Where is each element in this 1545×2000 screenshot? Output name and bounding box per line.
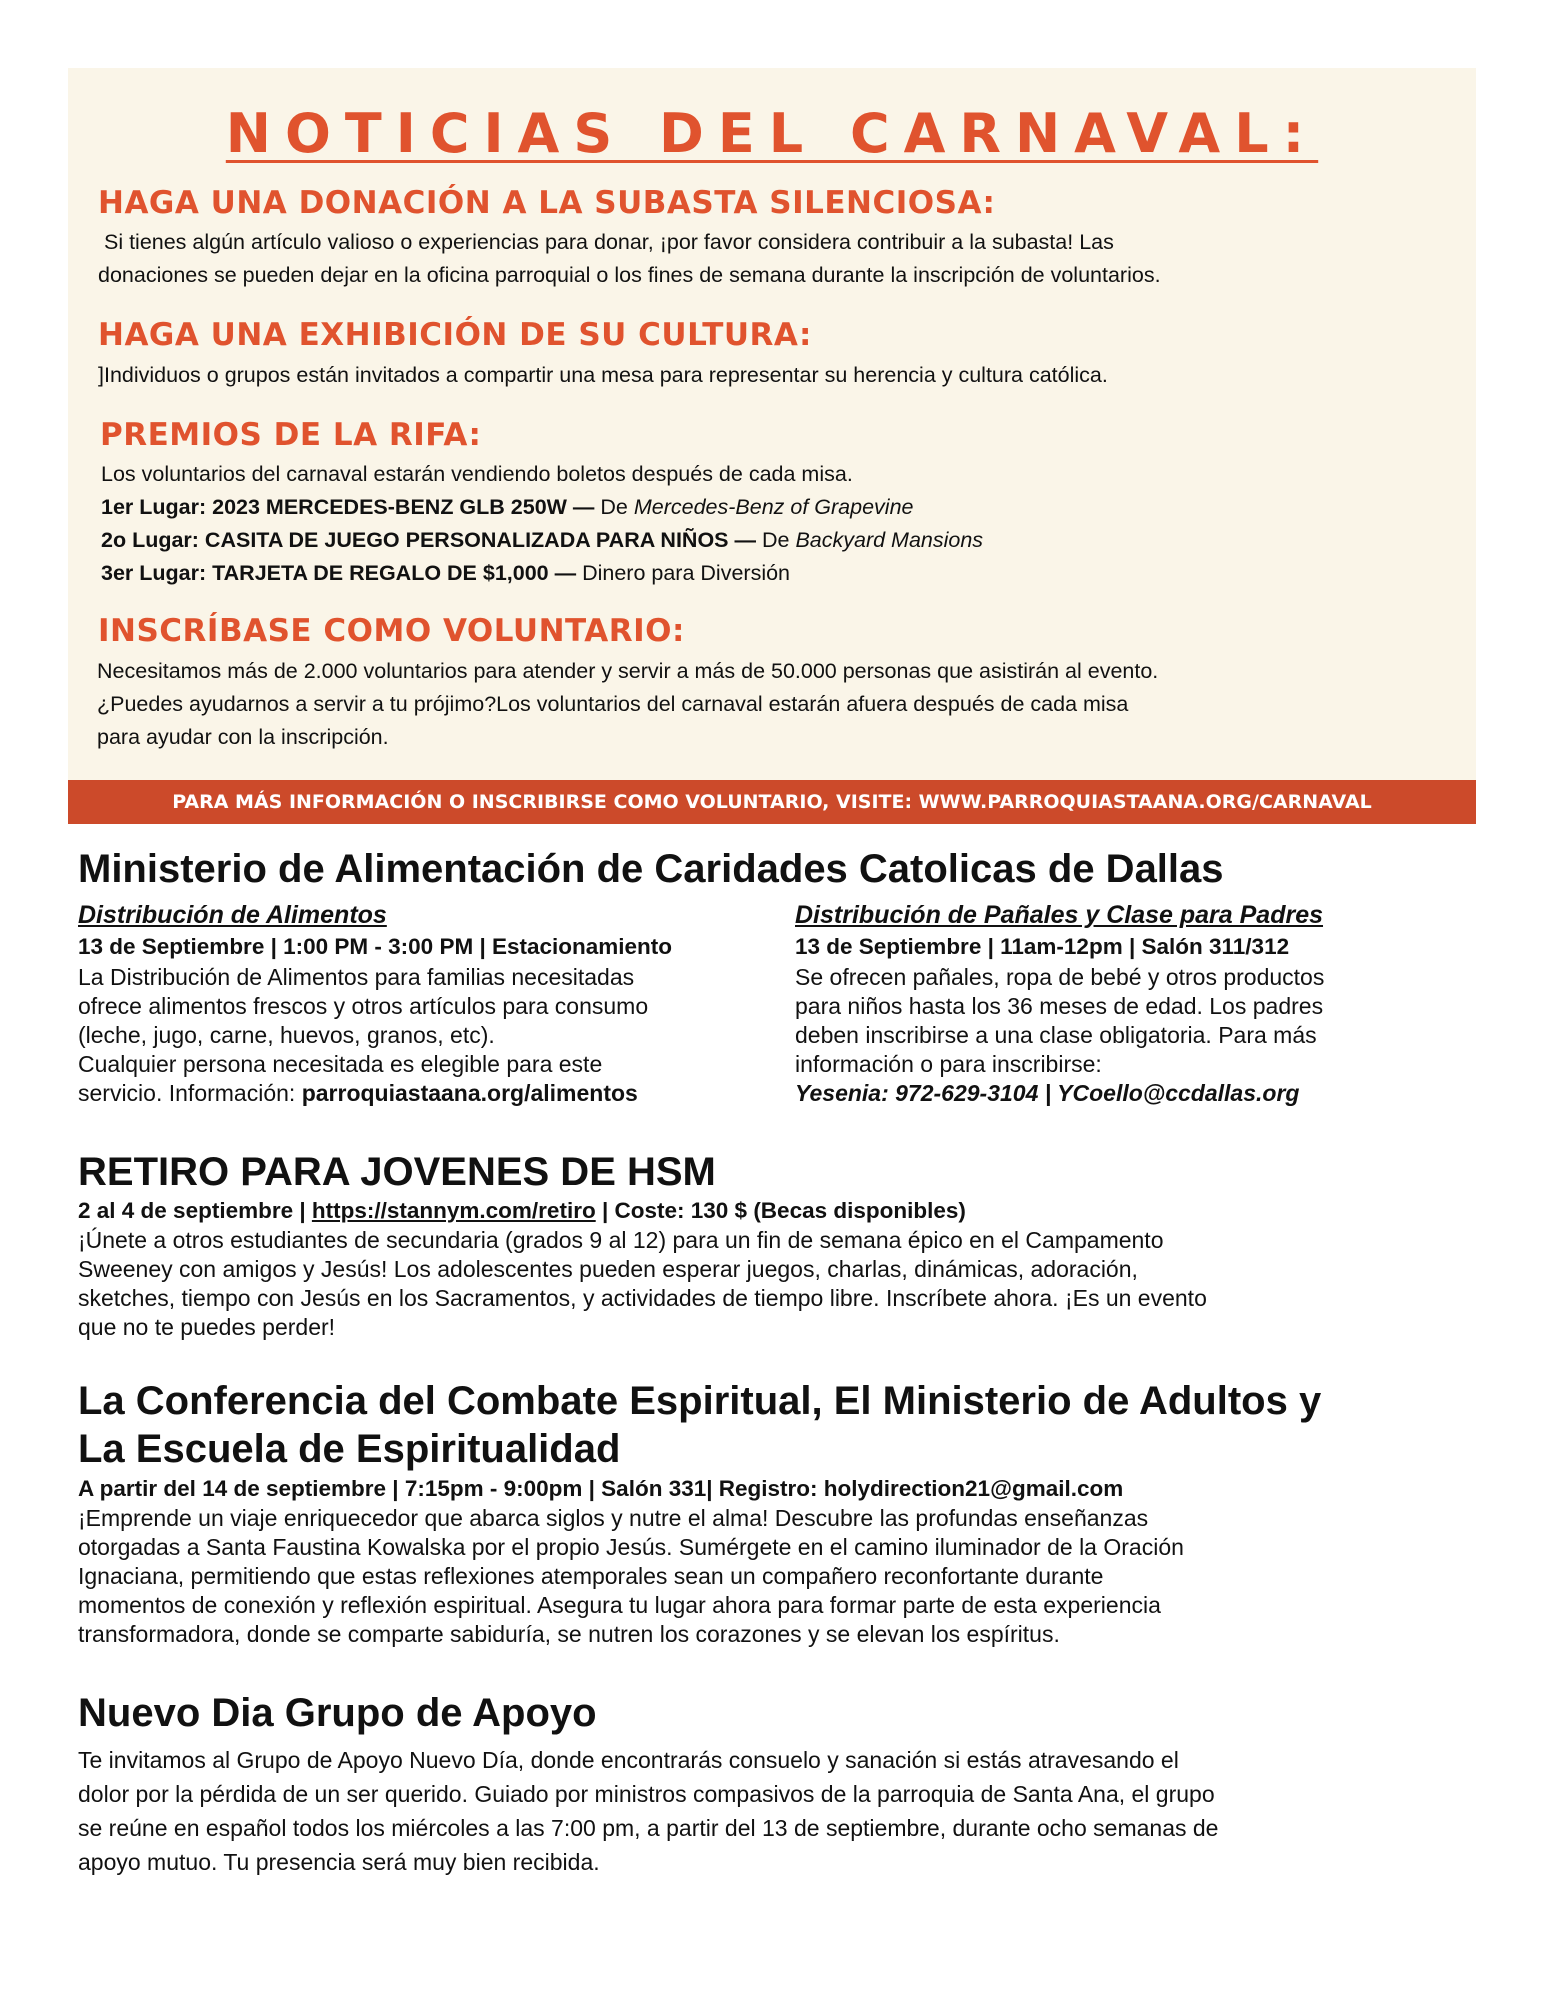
culture-heading: HAGA UNA EXHIBICIÓN DE SU CULTURA:: [98, 317, 812, 353]
conference-line: momentos de conexión y reflexión espiritual. Asegura tu lugar ahora para formar parte de esta experiencia: [78, 1592, 1161, 1618]
retreat-link[interactable]: https://stannym.com/retiro: [311, 1198, 596, 1223]
volunteer-line: Necesitamos más de 2.000 voluntarios para atender y servir a más de 50.000 personas que asistirán al evento.: [97, 659, 1159, 683]
retreat-cost: | Coste: 130 $ (Becas disponibles): [595, 1198, 966, 1223]
food-line: ofrece alimentos frescos y otros artículos para consumo: [78, 993, 649, 1019]
diaper-distribution-meta: 13 de Septiembre | 11am-12pm | Salón 311/312: [795, 934, 1290, 959]
diaper-contact[interactable]: Yesenia: 972-629-3104 | YCoello@ccdallas.org: [795, 1080, 1300, 1106]
carnival-panel: [68, 68, 1476, 823]
diaper-line: Se ofrecen pañales, ropa de bebé y otros productos: [795, 964, 1325, 990]
raffle-prize-1: [101, 491, 983, 524]
prize-source: Mercedes-Benz of Grapevine: [633, 495, 914, 519]
retreat-title: RETIRO PARA JOVENES DE HSM: [78, 1150, 716, 1194]
volunteer-heading: INSCRÍBASE COMO VOLUNTARIO:: [98, 613, 685, 649]
prize-from: De: [594, 495, 634, 519]
prize-source: Backyard Mansions: [795, 528, 984, 552]
raffle-intro: Los voluntarios del carnaval estarán vendiendo boletos después de cada misa.: [101, 462, 853, 486]
food-info-link[interactable]: parroquiastaana.org/alimentos: [301, 1080, 638, 1106]
prize-label: 3er Lugar: TARJETA DE REGALO DE $1,000 —: [101, 561, 577, 585]
conference-title-line-1: La Conferencia del Combate Espiritual, El Ministerio de Adultos y: [78, 1379, 1322, 1423]
retreat-line: Sweeney con amigos y Jesús! Los adolescentes pueden esperar juegos, charlas, dinámicas, adoración,: [78, 1256, 1138, 1282]
prize-label: 1er Lugar: 2023 MERCEDES-BENZ GLB 250W —: [101, 495, 595, 519]
support-line: dolor por la pérdida de un ser querido. Guiado por ministros compasivos de la parroquia de Santa Ana, el grupo: [78, 1781, 1215, 1807]
food-distribution-text: [78, 963, 648, 1108]
conference-text: [78, 1504, 1184, 1649]
culture-line: ]Individuos o grupos están invitados a compartir una mesa para representar su herencia y cultura católica.: [98, 363, 1108, 387]
conference-title-line-2: La Escuela de Espiritualidad: [78, 1427, 621, 1471]
food-line: La Distribución de Alimentos para familias necesitadas: [78, 964, 635, 990]
retreat-date: 2 al 4 de septiembre |: [78, 1198, 312, 1223]
raffle-prize-3: [101, 557, 983, 590]
support-group-title: Nuevo Dia Grupo de Apoyo: [78, 1691, 597, 1735]
diaper-line: para niños hasta los 36 meses de edad. Los padres: [795, 993, 1324, 1019]
conference-line: Ignaciana, permitiendo que estas reflexiones atemporales sean un compañero reconfortante durante: [78, 1563, 1104, 1589]
prize-from: Dinero para Diversión: [576, 561, 791, 585]
raffle-heading: PREMIOS DE LA RIFA:: [100, 417, 482, 453]
donation-text: [98, 226, 1161, 292]
volunteer-text: [97, 655, 1158, 754]
volunteer-line: para ayudar con la inscripción.: [97, 725, 389, 749]
diaper-distribution-subtitle: Distribución de Pañales y Clase para Padres: [795, 901, 1324, 929]
diaper-line: deben inscribirse a una clase obligatoria. Para más: [795, 1022, 1317, 1048]
prize-from: De: [756, 528, 796, 552]
conference-line: transformadora, donde se comparte sabiduría, se nutren los corazones y se elevan los espíritus.: [78, 1621, 1060, 1647]
volunteer-line: ¿Puedes ayudarnos a servir a tu prójimo?Los voluntarios del carnaval estarán afuera después de cada misa: [97, 692, 1129, 716]
food-distribution-subtitle: Distribución de Alimentos: [78, 901, 387, 929]
culture-text: [98, 359, 1108, 392]
food-distribution-meta: 13 de Septiembre | 1:00 PM - 3:00 PM | Estacionamiento: [78, 934, 673, 959]
food-info-prefix: servicio. Información:: [78, 1080, 302, 1106]
conference-line: ¡Emprende un viaje enriquecedor que abarca siglos y nutre el alma! Descubre las profundas enseñanzas: [78, 1505, 1149, 1531]
carnival-title: NOTICIAS DEL CARNAVAL:: [225, 102, 1319, 165]
retreat-meta: [78, 1196, 966, 1226]
food-ministry-title: Ministerio de Alimentación de Caridades Catolicas de Dallas: [78, 847, 1224, 891]
raffle-prize-2: [101, 524, 983, 557]
conference-line: otorgadas a Santa Faustina Kowalska por el propio Jesús. Sumérgete en el camino iluminador de la Oración: [78, 1534, 1184, 1560]
conference-meta: A partir del 14 de septiembre | 7:15pm - 9:00pm | Salón 331| Registro: holydirection21@gmail.com: [78, 1476, 1124, 1501]
food-line: (leche, jugo, carne, huevos, granos, etc).: [78, 1022, 495, 1048]
retreat-line: que no te puedes perder!: [78, 1314, 336, 1340]
retreat-text: [78, 1226, 1207, 1342]
retreat-line: ¡Únete a otros estudiantes de secundaria (grados 9 al 12) para un fin de semana épico en el Campamento: [78, 1227, 1164, 1253]
support-line: se reúne en español todos los miércoles a las 7:00 pm, a partir del 13 de septiembre, durante ocho semanas de: [78, 1815, 1219, 1841]
retreat-line: sketches, tiempo con Jesús en los Sacramentos, y actividades de tiempo libre. Inscríbete ahora. ¡Es un evento: [78, 1285, 1207, 1311]
food-line: Cualquier persona necesitada es elegible para este: [78, 1051, 603, 1077]
donation-line: donaciones se pueden dejar en la oficina parroquial o los fines de semana durante la inscripción de voluntarios.: [98, 263, 1161, 287]
carnival-info-banner[interactable]: PARA MÁS INFORMACIÓN O INSCRIBIRSE COMO VOLUNTARIO, VISITE: WWW.PARROQUIASTAANA.ORG/CARNAVAL: [68, 780, 1476, 824]
diaper-distribution-text: [795, 963, 1324, 1108]
donation-heading: HAGA UNA DONACIÓN A LA SUBASTA SILENCIOSA:: [98, 185, 996, 221]
support-group-text: [78, 1743, 1218, 1879]
prize-label: 2o Lugar: CASITA DE JUEGO PERSONALIZADA PARA NIÑOS —: [101, 528, 756, 552]
support-line: apoyo mutuo. Tu presencia será muy bien recibida.: [78, 1849, 600, 1875]
raffle-text: [101, 458, 983, 590]
support-line: Te invitamos al Grupo de Apoyo Nuevo Día, donde encontrarás consuelo y sanación si estás atravesando el: [78, 1747, 1179, 1773]
food-line-info: [78, 1079, 648, 1108]
donation-line: Si tienes algún artículo valioso o experiencias para donar, ¡por favor considera contribuir a la subasta! Las: [98, 230, 1114, 254]
diaper-line: información o para inscribirse:: [795, 1051, 1102, 1077]
